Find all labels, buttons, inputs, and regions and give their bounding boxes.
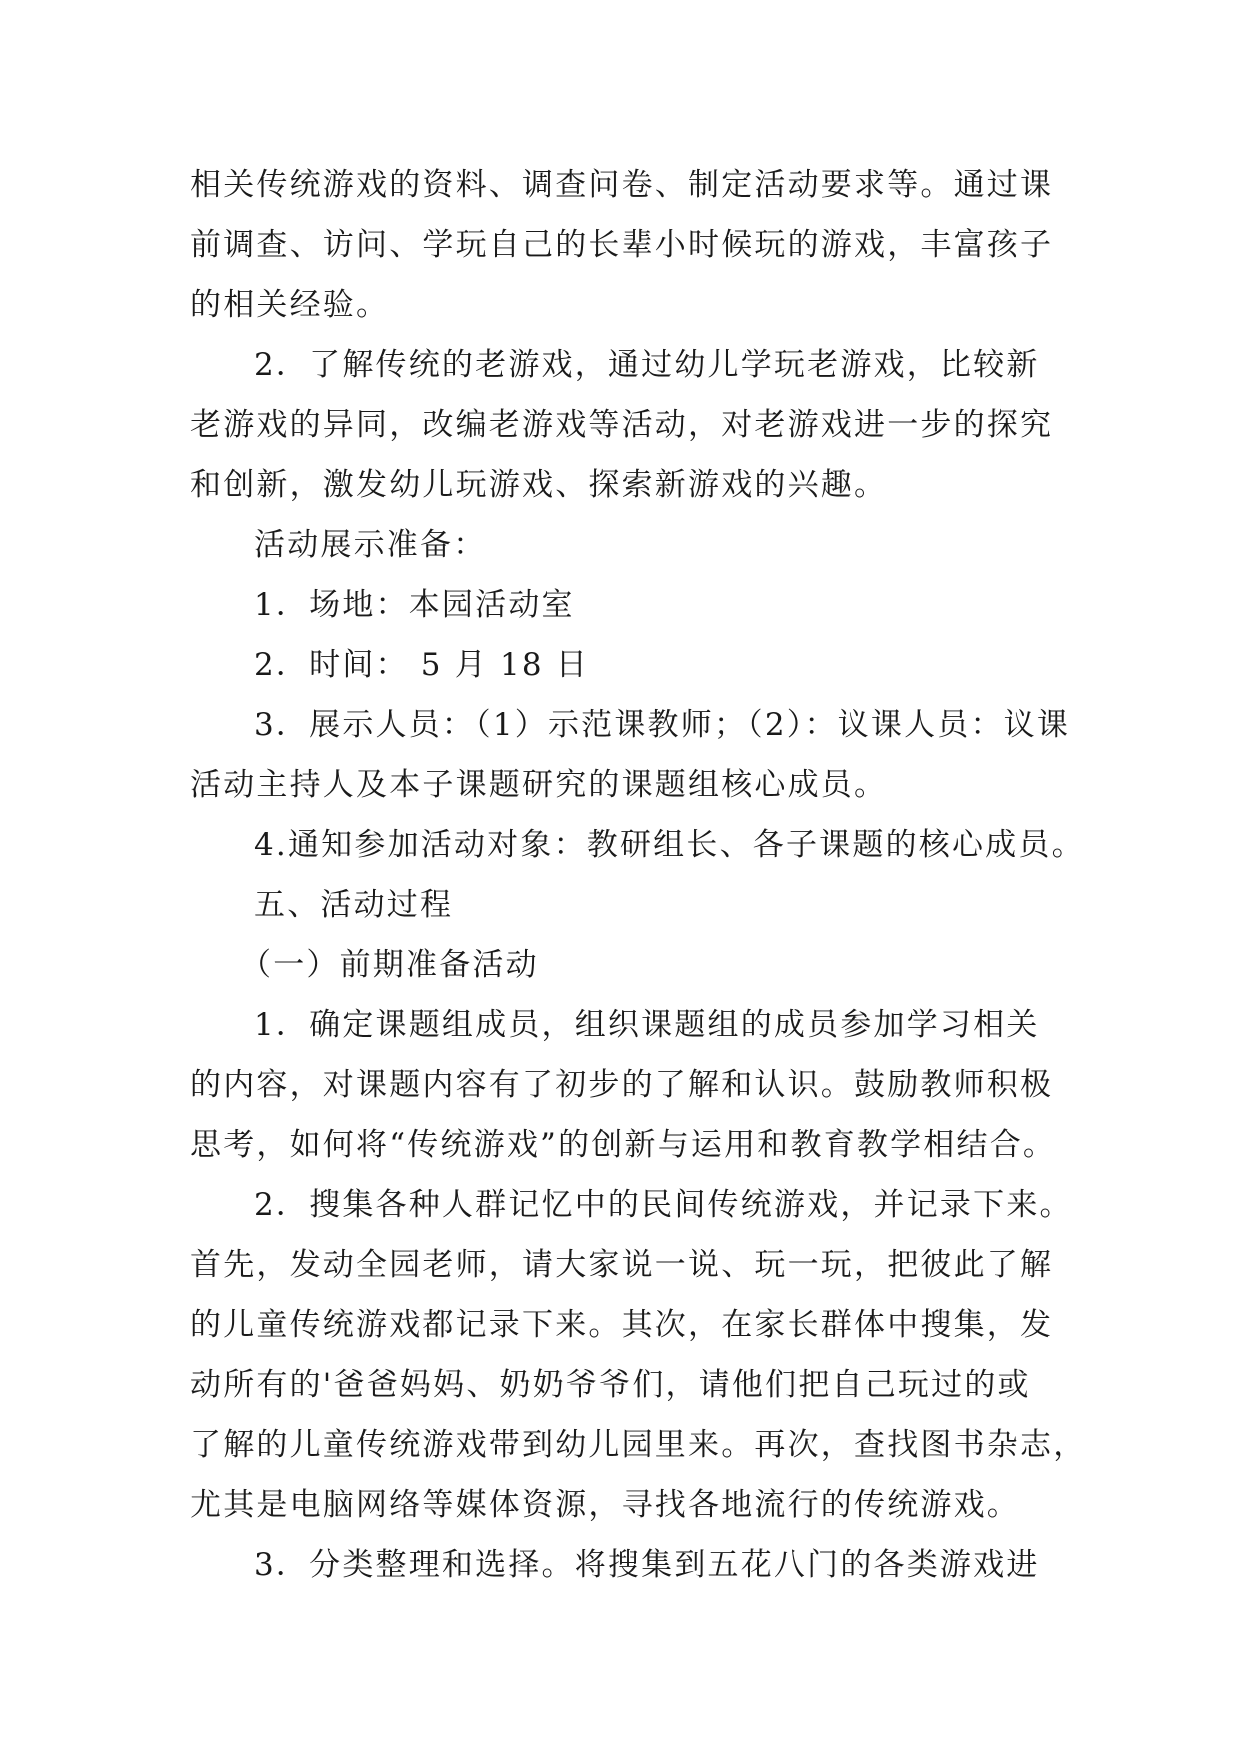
text-line: 4.通知参加活动对象：教研组长、各子课题的核心成员。 [254,827,1085,863]
text-line: 和创新，激发幼儿玩游戏、探索新游戏的兴趣。 [190,467,888,503]
text-line: 动所有的'爸爸妈妈、奶奶爷爷们，请他们把自己玩过的或 [190,1367,1031,1403]
document-body [190,155,1087,1595]
text-line: 的相关经验。 [190,287,390,323]
subsection-heading: （一）前期准备活动 [240,947,539,983]
text-line: 前调查、访问、学玩自己的长辈小时候玩的游戏，丰富孩子 [190,227,1054,263]
text-line: 2．时间： 5 月 18 日 [254,647,590,683]
text-line: 了解的儿童传统游戏带到幼儿园里来。再次，查找图书杂志， [190,1427,1087,1463]
text-line: 尤其是电脑网络等媒体资源，寻找各地流行的传统游戏。 [190,1487,1020,1523]
text-line: 活动主持人及本子课题研究的课题组核心成员。 [190,767,888,803]
text-line: 2．搜集各种人群记忆中的民间传统游戏，并记录下来。 [254,1187,1073,1223]
text-line: 的儿童传统游戏都记录下来。其次，在家长群体中搜集，发 [190,1307,1054,1343]
text-line: 1．确定课题组成员，组织课题组的成员参加学习相关 [254,1007,1040,1043]
text-line: 2．了解传统的老游戏，通过幼儿学玩老游戏，比较新 [254,347,1040,383]
text-line: 3．展示人员：（1）示范课教师；（2）：议课人员：议课 [254,707,1071,743]
text-line: 老游戏的异同，改编老游戏等活动，对老游戏进一步的探究 [190,407,1054,443]
text-line: 1．场地：本园活动室 [254,587,575,623]
section-heading: 五、活动过程 [254,887,454,923]
section-heading: 活动展示准备： [254,527,487,563]
text-line: 相关传统游戏的资料、调查问卷、制定活动要求等。通过课 [190,167,1054,203]
text-line: 首先，发动全园老师，请大家说一说、玩一玩，把彼此了解 [190,1247,1054,1283]
text-line: 的内容，对课题内容有了初步的了解和认识。鼓励教师积极 [190,1067,1054,1103]
text-line: 3．分类整理和选择。将搜集到五花八门的各类游戏进 [254,1547,1040,1583]
text-line: 思考，如何将“传统游戏”的创新与运用和教育教学相结合。 [190,1127,1057,1163]
